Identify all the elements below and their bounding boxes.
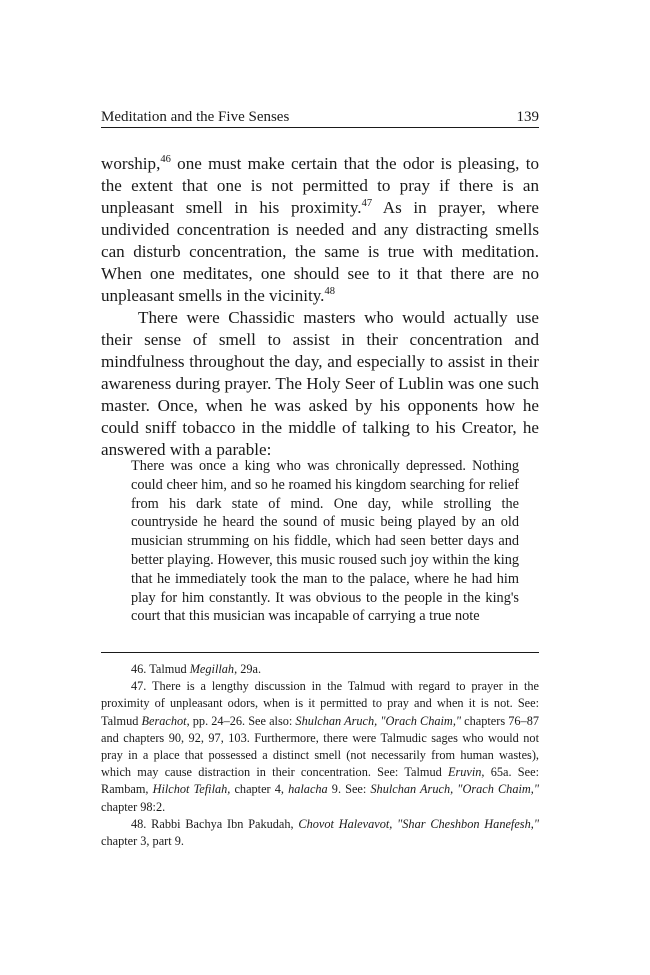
footnote-46-text-c: , 29a. [234, 662, 262, 676]
book-page [101, 0, 539, 975]
footnote-48-text-a: 48. Rabbi Bachya Ibn Pakudah, [131, 816, 299, 831]
footnote-rule [101, 652, 539, 653]
footnote-47-text-e: chapters 76–87 and chapters 90, 92, 97, 103. Furthermore, there were Talmudic sages who would not pray in a place that possessed a distinct smell (not necessarily from human wastes), which may cause distraction in their concentration. See: Talmud [101, 713, 540, 780]
footnote-48 [101, 816, 539, 850]
footnote-47-source-d: Shulchan Aruch, "Orach Chaim," [295, 713, 462, 728]
running-head [101, 104, 539, 126]
page-number: 139 [516, 109, 539, 125]
footnote-47-text-k: 9. See: [327, 782, 371, 797]
footnote-48-text-c: chapter 3, part 9. [101, 834, 184, 849]
footnote-ref-48: 48 [324, 286, 335, 297]
footnote-47-text-c: , pp. 24–26. See also: [186, 713, 296, 728]
footnote-46 [101, 661, 539, 678]
running-title: Meditation and the Five Senses [101, 109, 290, 125]
footnote-47-text-a: 47. There is a lengthy discussion in the Talmud with regard to prayer in the proximity of unpleasant odors, when is it permitted to pray and when it is not. See: Talmud [101, 679, 539, 728]
paragraph-1-text-b: one must make certain that the odor is pleasing, to the extent that one is not permitted to pray if there is an unpleasant smell in his proximity. [101, 154, 539, 217]
footnote-47-text-g: 65a. See: Rambam, [101, 765, 539, 797]
footnote-46-source: Megillah [189, 662, 235, 676]
footnote-47-source-b: Berachot [141, 713, 187, 728]
footnote-48-source: Chovot Halevavot, "Shar Cheshbon Hanefesh," [298, 816, 539, 831]
paragraph-1 [101, 153, 539, 307]
footnote-47-text-i: chapter 4, [230, 782, 289, 797]
header-rule [101, 127, 539, 128]
block-quote-parable: There was once a king who was chronically depressed. Nothing could cheer him, and so he roamed his kingdom searching for relief from his dark state of mind. One day, while strolling the countryside he heard the sound of music being played by an old musician strumming on his fiddle, which had seen better days and better playing. However, this music roused such joy within the king that he immediately took the man to the palace, where he had him play for him constantly. It was obvious to the people in the king's court that this musician was incapable of carrying a true note [131, 458, 519, 625]
footnote-47-source-l: Shulchan Aruch, "Orach Chaim," [370, 782, 539, 797]
footnote-47-source-h: Hilchot Tefilah, [152, 782, 231, 797]
footnote-46-text-a: 46. Talmud [131, 662, 190, 676]
footnote-47 [101, 678, 539, 816]
footnote-47-source-f: Eruvin, [447, 765, 485, 780]
paragraph-2: There were Chassidic masters who would actually use their sense of smell to assist in their concentration and mindfulness throughout the day, and especially to assist in their awareness during prayer. The Holy Seer of Lublin was one such master. Once, when he was asked by his opponents how he could sniff tobacco in the middle of talking to his Creator, he answered with a parable: [101, 308, 539, 459]
footnote-ref-47: 47 [361, 198, 373, 209]
footnotes [101, 661, 539, 850]
paragraph-1-text-a: worship, [101, 154, 161, 173]
body-text [101, 153, 539, 461]
footnote-ref-46: 46 [160, 154, 171, 165]
paragraph-1-text-c: As in prayer, where undivided concentration is needed and any distracting smells can disturb concentration, the same is true with meditation. When one meditates, one should see to it that there are no unpleasant smells in the vicinity. [101, 198, 539, 305]
footnote-47-source-j: halacha [288, 782, 328, 797]
footnote-47-text-m: chapter 98:2. [101, 799, 166, 814]
